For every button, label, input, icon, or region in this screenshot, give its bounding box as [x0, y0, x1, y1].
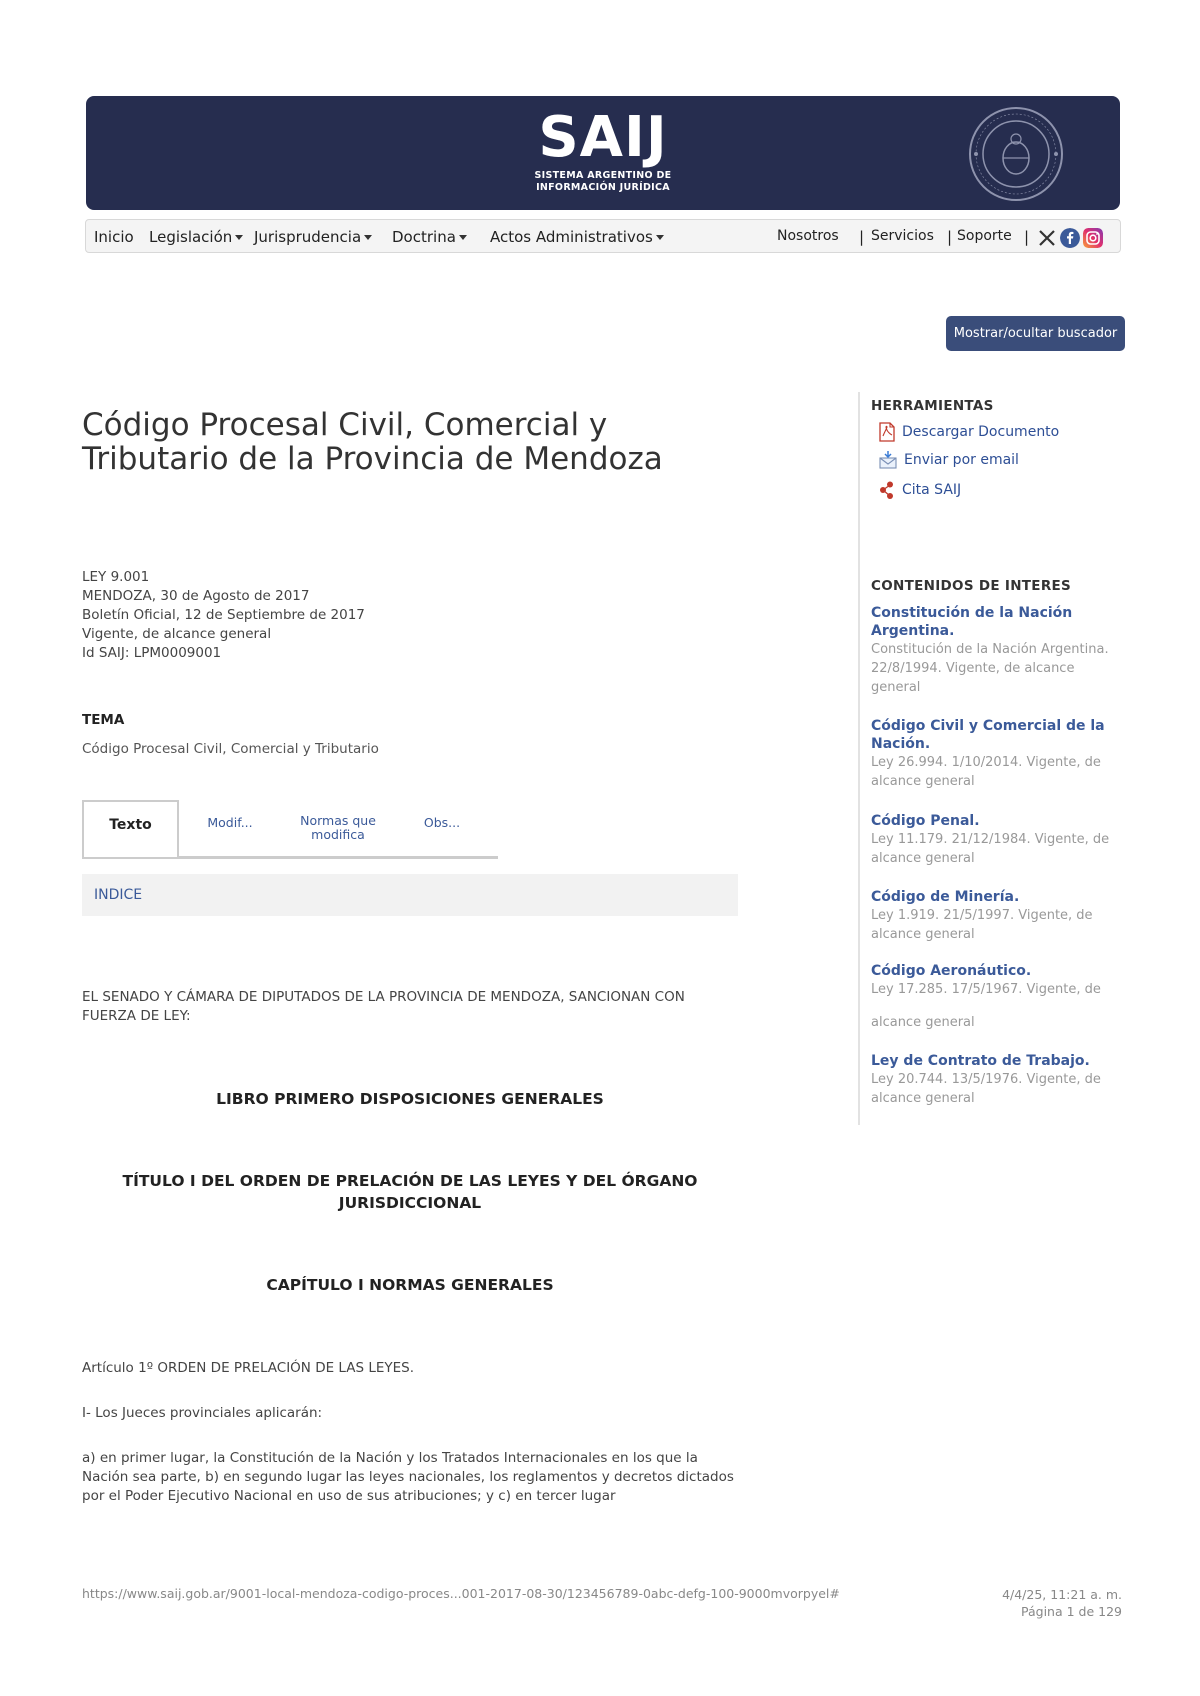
tool-download-document[interactable]	[878, 422, 1059, 444]
meta-date: MENDOZA, 30 de Agosto de 2017	[82, 588, 310, 604]
interest-title: CONTENIDOS DE INTERES	[871, 578, 1072, 594]
interest-desc: alcance general	[871, 1015, 975, 1030]
index-panel[interactable]	[82, 874, 738, 916]
index-label[interactable]: INDICE	[94, 887, 143, 903]
document-tabs	[82, 800, 498, 859]
email-icon	[878, 450, 898, 470]
pdf-icon	[878, 422, 896, 442]
interest-desc: Constitución de la Nación Argentina. 22/8/1994. Vigente, de alcance general	[871, 642, 1109, 695]
interest-item	[871, 717, 1121, 791]
tab-modificaciones[interactable]: Modif...	[207, 815, 253, 830]
article-1-paragraph-1: I- Los Jueces provinciales aplicarán:	[82, 1405, 323, 1421]
tema-value: Código Procesal Civil, Comercial y Tributario	[82, 741, 379, 757]
tool-send-email[interactable]	[878, 450, 1019, 472]
nav-actos-administrativos[interactable]	[490, 228, 664, 246]
interest-item	[871, 888, 1121, 944]
interest-desc: Ley 1.919. 21/5/1997. Vigente, de alcance general	[871, 908, 1093, 942]
interest-desc: Ley 17.285. 17/5/1967. Vigente, de	[871, 982, 1101, 997]
tab-normas-que-modifica[interactable]: Normas que modifica	[300, 813, 376, 842]
tab-texto[interactable]: Texto	[82, 800, 179, 857]
nav-actos-label: Actos Administrativos	[490, 228, 653, 246]
article-1-title: Artículo 1º ORDEN DE PRELACIÓN DE LAS LEYES.	[82, 1360, 415, 1376]
sidebar	[858, 392, 1128, 1125]
chapter-heading: CAPÍTULO I NORMAS GENERALES	[266, 1276, 554, 1294]
tab-observaciones[interactable]: Obs...	[423, 815, 461, 830]
chevron-down-icon	[656, 235, 664, 240]
instagram-icon[interactable]	[1083, 228, 1103, 248]
logo-subtitle	[86, 170, 1120, 194]
interest-item	[871, 962, 1121, 1032]
nav-jurisprudencia[interactable]	[254, 228, 372, 246]
main-nav: Inicio Legislación Jurisprudencia Doctrina Actos Administrativos Nosotros | Servicios | Soporte |	[85, 219, 1121, 253]
meta-id-saij: Id SAIJ: LPM0009001	[82, 645, 222, 661]
facebook-icon[interactable]	[1060, 228, 1080, 248]
nav-doctrina[interactable]	[392, 228, 467, 246]
title-heading: TÍTULO I DEL ORDEN DE PRELACIÓN DE LAS LEYES Y DEL ÓRGANO JURISDICCIONAL	[122, 1172, 698, 1212]
nav-legislacion-label: Legislación	[149, 228, 233, 246]
logo-subtitle-line-2: INFORMACIÓN JURÍDICA	[536, 182, 670, 193]
tema-label: TEMA	[82, 712, 125, 728]
book-heading: LIBRO PRIMERO DISPOSICIONES GENERALES	[216, 1090, 604, 1108]
footer-url: https://www.saij.gob.ar/9001-local-mendoza-codigo-proces...001-2017-08-30/123456789-0abc-defg-100-9000mvorpyel#	[82, 1586, 840, 1601]
interest-item	[871, 604, 1121, 697]
interest-link-codigo-penal[interactable]: Código Penal.	[871, 813, 980, 829]
tool-download-label: Descargar Documento	[902, 424, 1060, 440]
interest-desc: Ley 26.994. 1/10/2014. Vigente, de alcance general	[871, 755, 1101, 789]
footer-page-number: Página 1 de 129	[1021, 1604, 1122, 1619]
nav-jurisprudencia-label: Jurisprudencia	[254, 228, 362, 246]
footer-date: 4/4/25, 11:21 a. m.	[1002, 1587, 1122, 1602]
interest-item	[871, 1052, 1121, 1108]
logo-subtitle-line-1: SISTEMA ARGENTINO DE	[534, 170, 672, 181]
tools-title: HERRAMIENTAS	[871, 398, 994, 414]
document-title: Código Procesal Civil, Comercial y Tributario de la Provincia de Mendoza	[82, 407, 663, 477]
preamble: EL SENADO Y CÁMARA DE DIPUTADOS DE LA PROVINCIA DE MENDOZA, SANCIONAN CON FUERZA DE LEY:	[82, 989, 685, 1024]
nav-inicio[interactable]: Inicio	[94, 228, 134, 246]
interest-link-codigo-aeronautico[interactable]: Código Aeronáutico.	[871, 963, 1032, 979]
interest-item	[871, 812, 1121, 868]
interest-link-codigo-civil[interactable]: Código Civil y Comercial de la Nación.	[871, 718, 1105, 752]
chevron-down-icon	[364, 235, 372, 240]
nav-soporte[interactable]: Soporte	[957, 228, 1012, 244]
nav-servicios[interactable]: Servicios	[871, 228, 934, 244]
ministry-seal-icon	[968, 106, 1064, 202]
nav-nosotros[interactable]: Nosotros	[777, 228, 839, 244]
saij-logo[interactable]: SAIJ	[538, 105, 668, 170]
tool-email-label: Enviar por email	[904, 452, 1019, 468]
chevron-down-icon	[235, 235, 243, 240]
interest-desc: Ley 20.744. 13/5/1976. Vigente, de alcance general	[871, 1072, 1101, 1106]
share-icon	[878, 480, 896, 500]
interest-link-constitucion[interactable]: Constitución de la Nación Argentina.	[871, 605, 1073, 639]
interest-link-codigo-mineria[interactable]: Código de Minería.	[871, 889, 1020, 905]
meta-boletin: Boletín Oficial, 12 de Septiembre de 2017	[82, 607, 365, 623]
chevron-down-icon	[459, 235, 467, 240]
toggle-search-button[interactable]: Mostrar/ocultar buscador	[946, 316, 1125, 351]
nav-legislacion[interactable]	[149, 228, 243, 246]
footer-date-page	[950, 1586, 1122, 1620]
tool-cita-label: Cita SAIJ	[902, 482, 962, 498]
interest-link-ley-contrato-trabajo[interactable]: Ley de Contrato de Trabajo.	[871, 1053, 1090, 1069]
meta-law-number: LEY 9.001	[82, 569, 150, 585]
x-icon[interactable]	[1037, 228, 1057, 248]
nav-doctrina-label: Doctrina	[392, 228, 456, 246]
article-1-paragraph-2: a) en primer lugar, la Constitución de la Nación y los Tratados Internacionales en los que la Nación sea parte, b) en segundo lugar las leyes nacionales, los reglamentos y decretos dictados por el Poder Ejecutivo Nacional en uso de sus atribuciones; y c) en tercer lugar	[82, 1450, 734, 1504]
site-header	[86, 96, 1120, 210]
tool-cita-saij[interactable]	[878, 480, 961, 502]
meta-status: Vigente, de alcance general	[82, 626, 272, 642]
interest-desc: Ley 11.179. 21/12/1984. Vigente, de alcance general	[871, 832, 1110, 866]
